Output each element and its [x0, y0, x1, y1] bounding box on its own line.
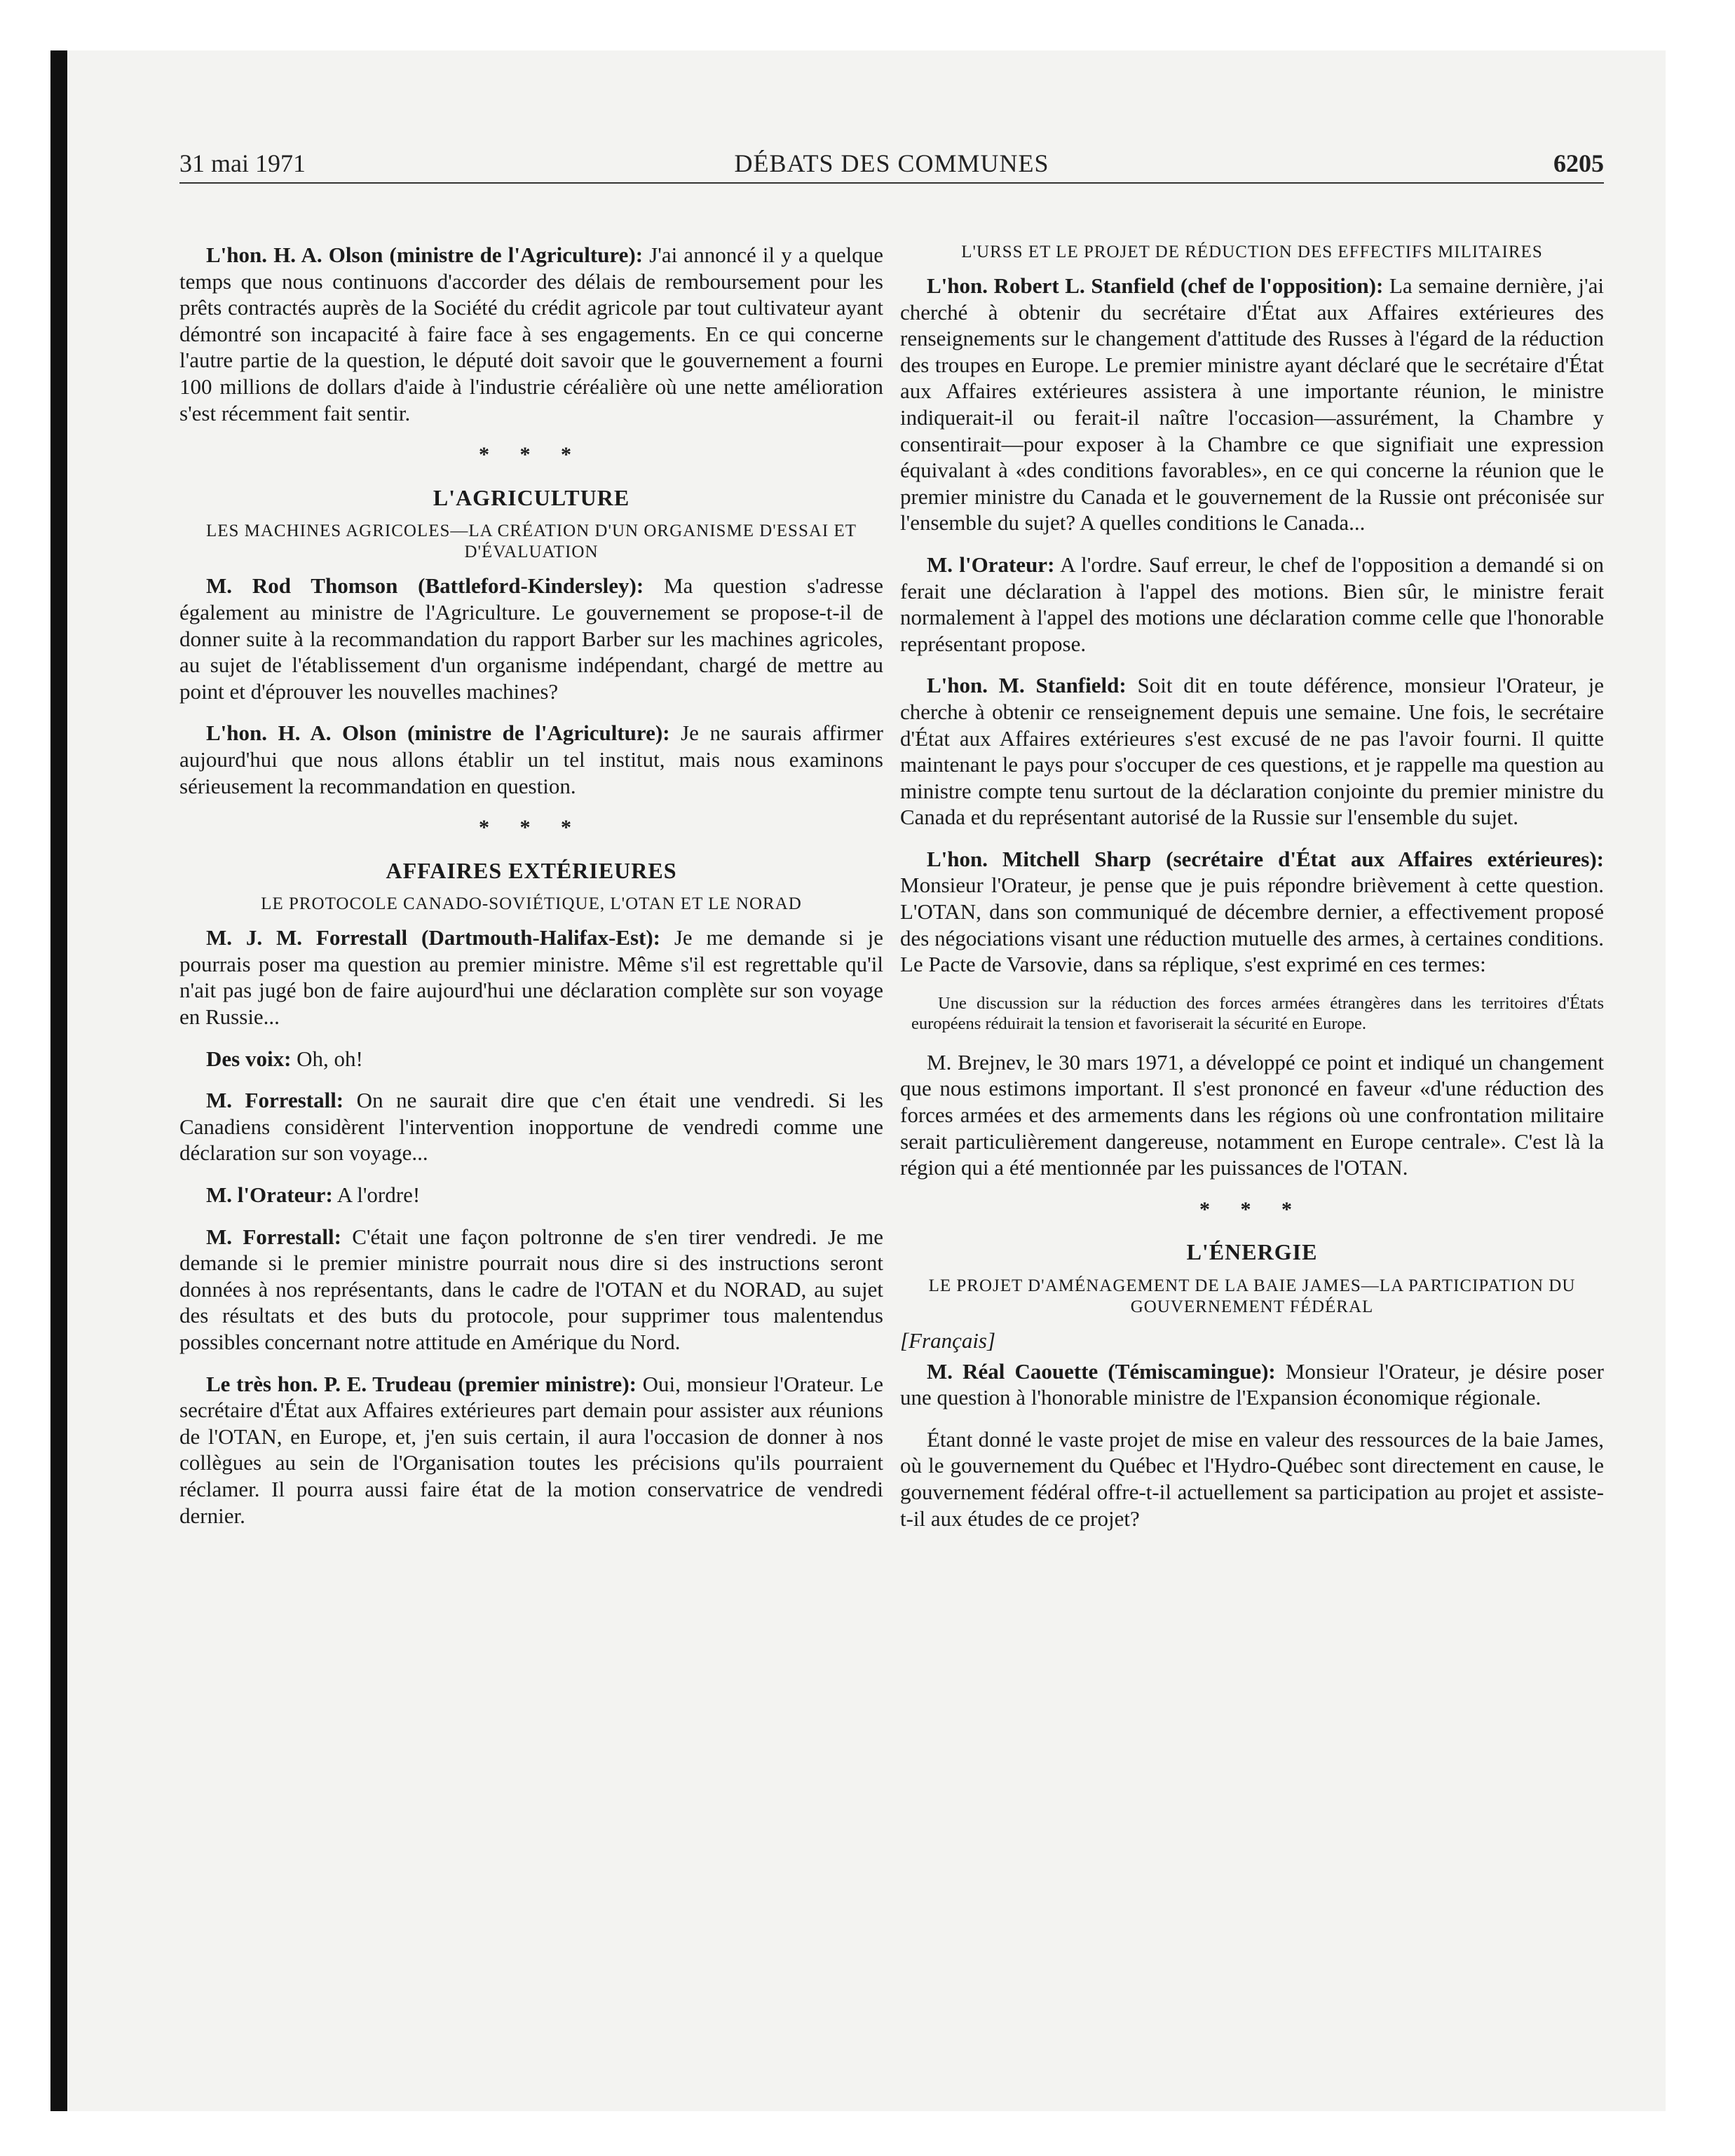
- paragraph: Étant donné le vaste projet de mise en valeur des ressources de la baie James, où le gouvernement du Québec et l'Hydro-Québec sont directement en cause, le gouvernement fédéral offre-t-il actuellement sa participation au projet et assiste-t-il aux études de ce projet?: [900, 1426, 1604, 1531]
- speech: Je me demande si je pourrais poser ma question au premier ministre. Même s'il est regrettable qu'il n'ait pas jugé bon de faire aujourd'hui une déclaration complète sur son voyage en Russie...: [179, 925, 883, 1030]
- speech: Soit dit en toute déférence, monsieur l'Orateur, je cherche à obtenir ce renseignement depuis une semaine. Une fois, le secrétaire d'État aux Affaires extérieures s'est excusé de ne pas l'avoir fourni. Il quitte maintenant le pays pour s'occuper de ces questions, et je rappelle ma question au ministre compte tenu surtout de la déclaration conjointe du premier ministre du Canada et du représentant autorisé de la Russie sur l'ensemble du sujet.: [900, 673, 1604, 830]
- speech: Oui, monsieur l'Orateur. Le secrétaire d'État aux Affaires extérieures part demain pour assister aux réunions de l'OTAN, en Europe, et, j'en suis certain, il aura l'occasion de donner à nos collègues au sein de l'Organisation toutes les précisions qu'ils pourraient réclamer. Il pourra aussi faire état de la motion conservatrice de vendredi dernier.: [179, 1371, 883, 1528]
- speech: A l'ordre!: [332, 1182, 421, 1208]
- right-column: [900, 242, 1604, 1547]
- section-separator: * * *: [1199, 1197, 1305, 1221]
- paragraph: [179, 1046, 883, 1072]
- speech: On ne saurait dire que c'en était une vendredi. Si les Canadiens considèrent l'intervention inopportune de vendredi comme une déclaration sur son voyage...: [179, 1088, 883, 1166]
- header-rule: [179, 182, 1604, 184]
- speaker: L'hon. Mitchell Sharp (secrétaire d'État aux Affaires extérieures):: [927, 846, 1604, 871]
- speech: A l'ordre. Sauf erreur, le chef de l'opposition a demandé si on ferait une déclaration à l'appel des motions. Bien sûr, le ministre ferait normalement à l'appel des motions une déclaration comme celle que l'honorable représentant propose.: [900, 552, 1605, 656]
- speaker: Le très hon. P. E. Trudeau (premier ministre):: [206, 1371, 637, 1396]
- paragraph: M. Brejnev, le 30 mars 1971, a développé ce point et indiqué un changement que nous estimons important. Il s'est prononcé en faveur «d'une réduction des forces armées et des armements dans les régions où une confrontation militaire serait particulièrement dangereuse, notamment en Europe centrale». C'est là la région qui a été mentionnée par les puissances de l'OTAN.: [900, 1049, 1604, 1180]
- speaker: M. l'Orateur:: [206, 1182, 333, 1208]
- subheading: LE PROTOCOLE CANADO-SOVIÉTIQUE, L'OTAN ET LE NORAD: [261, 894, 802, 914]
- header-title: DÉBATS DES COMMUNES: [734, 149, 1049, 177]
- subheading: L'URSS ET LE PROJET DE RÉDUCTION DES EFFECTIFS MILITAIRES: [961, 243, 1543, 261]
- paragraph: [900, 273, 1604, 536]
- speech: Monsieur l'Orateur, je désire poser une question à l'honorable ministre de l'Expansion économique régionale.: [900, 1358, 1605, 1410]
- scan-border: [50, 50, 67, 2111]
- language-note: [Français]: [900, 1328, 996, 1353]
- paragraph: [179, 925, 883, 1030]
- speaker: M. Forrestall:: [206, 1088, 344, 1113]
- paragraph: [900, 846, 1604, 978]
- speech: C'était une façon poltronne de s'en tirer vendredi. Je me demande si le premier ministre pourrait nous dire si des instructions seront données à nos représentants, dans le cadre de l'OTAN et du NORAD, au sujet des résultats et des buts du protocole, pour supprimer tous malentendus possibles concernant notre attitude en Amérique du Nord.: [179, 1224, 883, 1354]
- speaker: M. Rod Thomson (Battleford-Kindersley):: [206, 573, 644, 599]
- paragraph: [179, 720, 883, 799]
- speaker: M. l'Orateur:: [927, 552, 1055, 577]
- section-separator: * * *: [479, 443, 584, 467]
- paragraph: [179, 573, 883, 704]
- section-heading: AFFAIRES EXTÉRIEURES: [386, 857, 677, 883]
- speech: Je ne saurais affirmer aujourd'hui que nous allons établir un tel institut, mais nous examinons sérieusement la recommandation en question.: [179, 721, 883, 798]
- left-column: [179, 242, 883, 1544]
- page-number: 6205: [1553, 149, 1604, 177]
- section-heading: L'ÉNERGIE: [1186, 1239, 1318, 1265]
- paragraph: [179, 1087, 883, 1166]
- speaker: L'hon. M. Stanfield:: [927, 673, 1127, 698]
- speaker: L'hon. H. A. Olson (ministre de l'Agriculture):: [206, 243, 644, 267]
- paragraph: [179, 242, 883, 426]
- speaker: L'hon. Robert L. Stanfield (chef de l'opposition):: [927, 273, 1384, 298]
- speaker: M. Réal Caouette (Témiscamingue):: [927, 1358, 1276, 1384]
- speaker: M. J. M. Forrestall (Dartmouth-Halifax-Est):: [206, 925, 660, 950]
- paragraph: [900, 552, 1604, 657]
- header-date: 31 mai 1971: [179, 149, 306, 177]
- speaker: M. Forrestall:: [206, 1224, 341, 1249]
- speaker: L'hon. H. A. Olson (ministre de l'Agriculture):: [206, 721, 670, 746]
- subheading: LE PROJET D'AMÉNAGEMENT DE LA BAIE JAMES—LA PARTICIPATION DU GOUVERNEMENT FÉDÉRAL: [928, 1276, 1576, 1316]
- speaker: Des voix:: [206, 1046, 292, 1071]
- paragraph: [179, 1371, 883, 1529]
- speech: J'ai annoncé il y a quelque temps que nous continuons d'accorder des délais de remboursement pour les prêts contractés auprès de la Société du crédit agricole par tout cultivateur ayant démontré son incapacité à faire face à ses engagements. En ce qui concerne l'autre partie de la question, le député doit savoir que le gouvernement a fourni 100 millions de dollars d'aide à l'industrie céréalière où une nette amélioration s'est récemment fait sentir.: [179, 243, 883, 425]
- section-heading: L'AGRICULTURE: [433, 484, 630, 510]
- section-separator: * * *: [479, 816, 584, 840]
- speech: La semaine dernière, j'ai cherché à obtenir du secrétaire d'État aux Affaires extérieures des renseignements sur le changement d'attitude des Russes à l'égard de la réduction des troupes en Europe. Le premier ministre ayant déclaré que le secrétaire d'État aux Affaires extérieures assistera à une importante réunion, le ministre indiquerait-il ou ferait-il naître l'occasion—assurément, la Chambre y consentirait—pour exposer à la Chambre ce que signifiait une expression équivalant à «des conditions favorables», en ce qui concerne la réunion que le premier ministre du Canada et le gouvernement de la Russie ont préconisée sur l'ensemble du sujet? A quelles conditions le Canada...: [900, 273, 1604, 535]
- paragraph: [179, 1182, 883, 1208]
- speech: Ma question s'adresse également au ministre de l'Agriculture. Le gouvernement se propose-t-il de donner suite à la recommandation du rapport Barber sur les machines agricoles, au sujet de l'établissement d'un organisme indépendant, chargé de mettre au point et d'éprouver les nouvelles machines?: [179, 573, 883, 704]
- block-quote: Une discussion sur la réduction des forces armées étrangères dans les territoires d'États européens réduirait la tension et favoriserait la sécurité en Europe.: [911, 993, 1604, 1033]
- speech: Oh, oh!: [291, 1046, 363, 1071]
- paragraph: [900, 672, 1604, 831]
- paragraph: [900, 1358, 1604, 1411]
- subheading: LES MACHINES AGRICOLES—LA CRÉATION D'UN ORGANISME D'ESSAI ET D'ÉVALUATION: [205, 521, 857, 562]
- paragraph: [179, 1224, 883, 1356]
- speech: Monsieur l'Orateur, je pense que je puis répondre brièvement à cette question. L'OTAN, dans son communiqué de décembre dernier, a effectivement proposé des négociations visant une réduction mutuelle des armes, à certaines conditions. Le Pacte de Varsovie, dans sa réplique, s'est exprimé en ces termes:: [900, 873, 1604, 977]
